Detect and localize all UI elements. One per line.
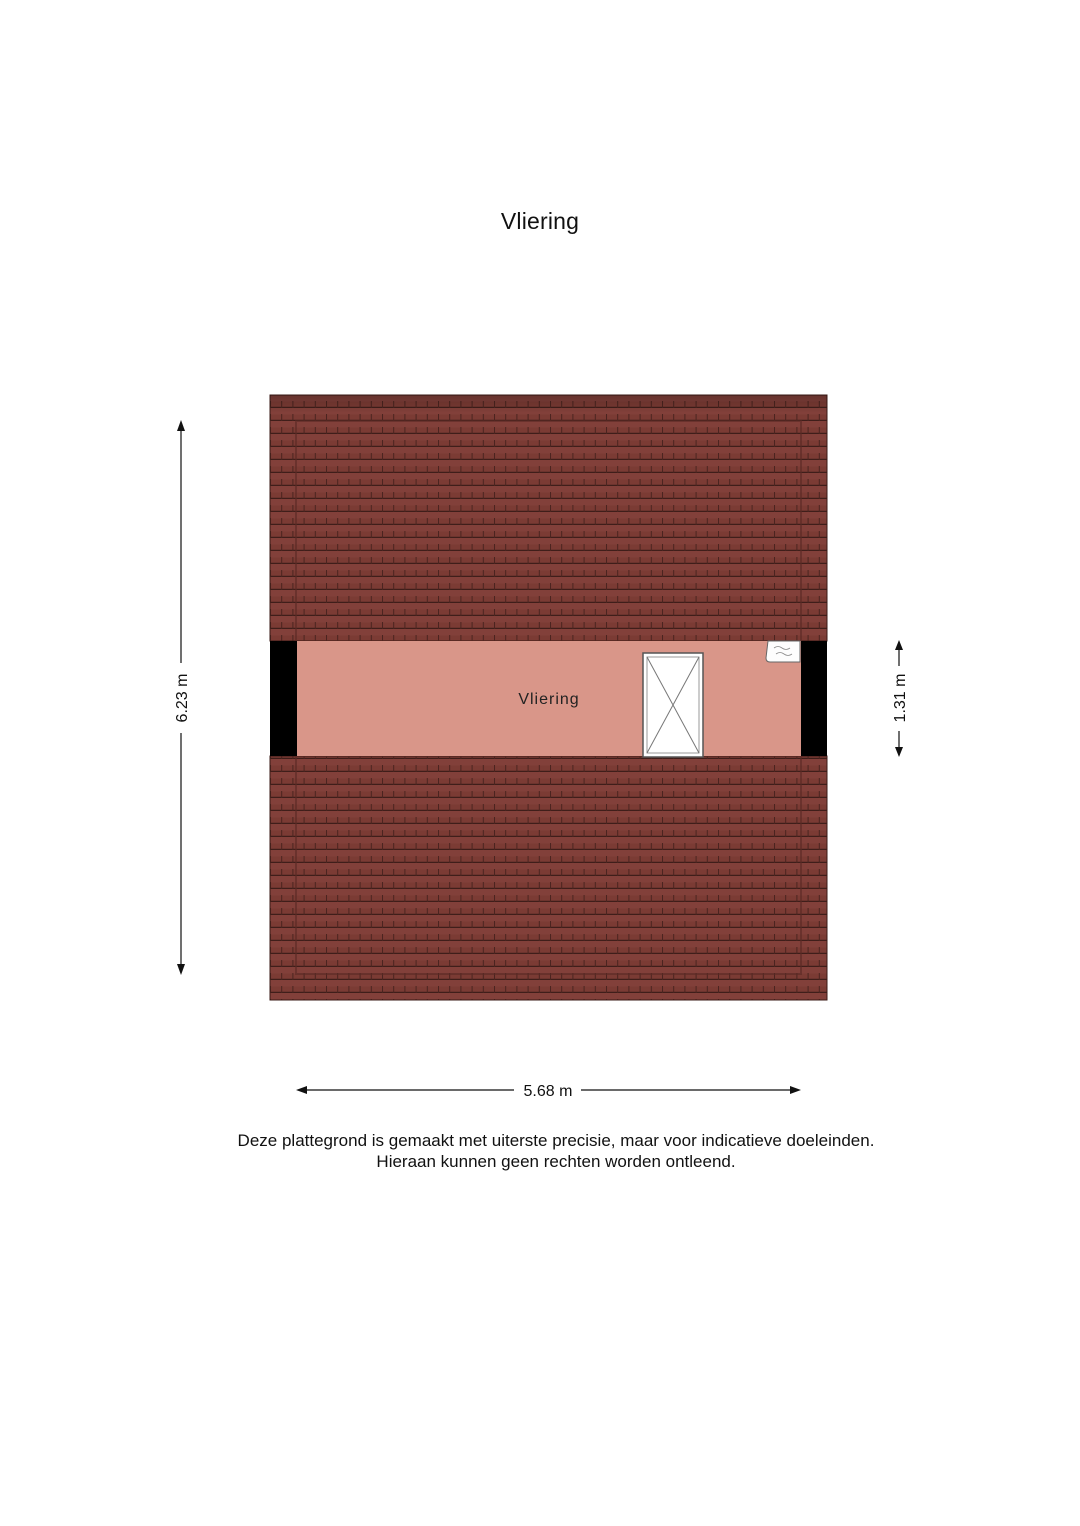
room-vliering [270,641,827,756]
roof-top [270,395,827,641]
disclaimer [0,1130,1080,1172]
heater-icon [766,641,800,662]
dimension-height-label: 6.23 m [174,673,191,723]
roof-hatch-icon [643,653,703,757]
page-title: Vliering [500,208,580,234]
dimension-width-label: 5.68 m [523,1083,573,1100]
dimension-room-depth [892,640,909,757]
roof-bottom [270,756,827,1000]
wall-left [270,641,297,756]
disclaimer-line-1: Deze plattegrond is gemaakt met uiterste precisie, maar voor indicatieve doeleinden. [237,1131,875,1150]
dimension-room-depth-label: 1.31 m [892,673,909,723]
dimension-width [296,1083,801,1100]
room-label: Vliering [518,691,580,708]
wall-right [801,641,827,756]
dimension-height [174,420,191,975]
disclaimer-line-2: Hieraan kunnen geen rechten worden ontleend. [376,1152,736,1171]
